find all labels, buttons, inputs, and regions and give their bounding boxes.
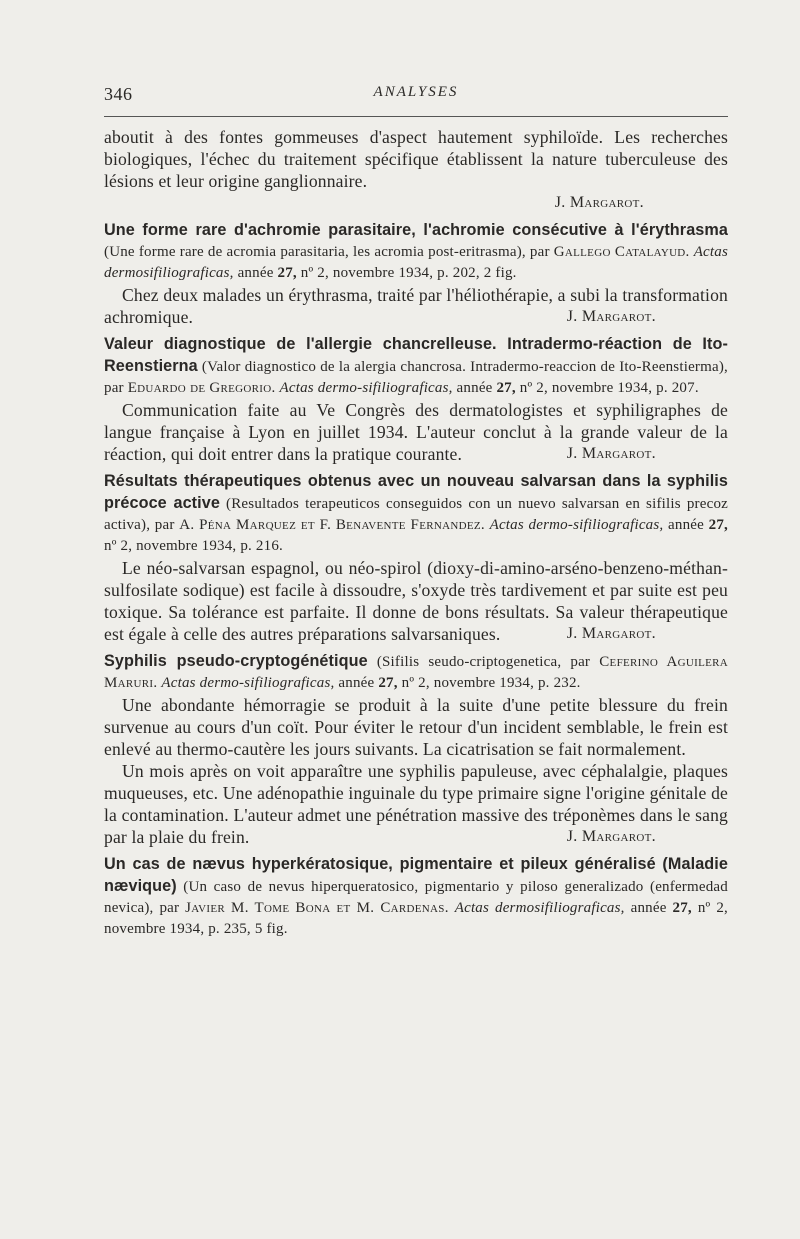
entry-authors: Eduardo de Gregorio. [127, 380, 276, 396]
entry-reference: nº 2, novembre 1934, p. 216. [104, 538, 283, 554]
entry-title: Résultats thérapeutiques obtenus avec un nouveau salvarsan dans la syphilis précoce active [104, 472, 728, 512]
entry-journal: Actas dermo-sifiliograficas, [279, 380, 453, 396]
signature-text: J. Margarot. [554, 194, 644, 211]
entry-reference: année [334, 675, 379, 691]
entry-heading [104, 220, 728, 284]
entry-paragraph [104, 694, 728, 760]
article-body [104, 126, 728, 940]
entry-reference: (Resultados terapeuticos conseguidos con un nuevo salvarsan en sifilis precoz activa), par [104, 496, 729, 533]
entry-title: Valeur diagnostique de l'allergie chancrelleuse. Intradermo-réaction de Ito-Reenstierna [104, 335, 728, 375]
entry-title: Un cas de nævus hyperkératosique, pigmentaire et pileux généralisé (Maladie nævique) [104, 855, 728, 895]
entry-journal: Actas dermosifiliograficas, [454, 900, 625, 916]
entry-reference: nº 2, novembre 1934, p. 235, 5 fig. [104, 900, 729, 937]
entry-reference: (Valor diagnostico de la alergia chancrosa. Intradermo-reaccion de Ito-Reenstierma), par [104, 359, 728, 396]
entry-reference: année [452, 380, 497, 396]
running-head: ANALYSES [373, 84, 459, 100]
paragraph-text: Une abondante hémorragie se produit à la suite d'une petite blessure du frein survenue au cours d'un coït. Pour éviter le retour d'un incident semblable, le frein est enlevé au thermo-cautère les jours suivants. La cicatrisation se fait normalement. [104, 695, 728, 759]
entry-reference: année [233, 265, 278, 281]
review-entry [104, 471, 728, 645]
entry-authors: Ceferino Aguilera Maruri. [104, 654, 728, 691]
entry-authors: A. Péna Marquez et F. Benavente Fernandez. [179, 517, 485, 533]
entry-paragraph [104, 399, 728, 465]
entry-title: Syphilis pseudo-cryptogénétique [104, 652, 368, 670]
page-number: 346 [104, 84, 133, 104]
entry-volume: 27, [496, 380, 516, 396]
entry-heading [104, 334, 728, 399]
entry-volume: 27, [277, 265, 297, 281]
entry-reference: nº 2, novembre 1934, p. 202, 2 fig. [296, 265, 517, 281]
page-header [104, 84, 728, 108]
entry-signature: J. Margarot. [566, 625, 656, 642]
entry-volume: 27, [378, 675, 398, 691]
review-entry [104, 220, 728, 328]
intro-paragraph [104, 126, 728, 192]
review-entry [104, 651, 728, 848]
entry-signature: J. Margarot. [566, 445, 656, 462]
entry-heading [104, 471, 728, 557]
entry-reference: nº 2, novembre 1934, p. 207. [515, 380, 699, 396]
entry-heading [104, 651, 728, 694]
entry-reference: (Sifilis seudo-criptogenetica, par [367, 654, 600, 670]
entry-reference: (Une forme rare de acromia parasitaria, les acromia post-eritrasma), par [104, 244, 554, 260]
paragraph-text: Un mois après on voit apparaître une syphilis papuleuse, avec céphalalgie, plaques muqueuses, etc. Une adénopathie inguinale du type primaire signe l'origine génitale de la contamination. L'auteur admet une pénétration massive des tréponèmes dans le sang par la plaie du frein. [104, 761, 728, 847]
intro-signature [104, 192, 728, 214]
entry-reference: année [624, 900, 673, 916]
entry-reference: nº 2, novembre 1934, p. 232. [397, 675, 581, 691]
entry-reference: (Un caso de nevus hiperqueratosico, pigmentario y piloso generalizado (enfermedad nevica), par [104, 879, 728, 916]
entry-paragraph [104, 760, 728, 848]
entry-volume: 27, [672, 900, 692, 916]
entry-signature: J. Margarot. [566, 828, 656, 845]
entry-journal: Actas dermosifiliograficas, [104, 244, 729, 281]
paragraph-text: Le néo-salvarsan espagnol, ou néo-spirol (dioxy-di-amino-arséno-benzeno-méthan-sulfosilate sodique) est facile à dissoudre, s'oxyde très tardivement et par suite est peu toxique. Sa tolérance est parfaite. Il donne de bons résultats. Sa valeur thérapeutique est égale à celle des autres préparations salvarsaniques. [104, 558, 728, 644]
header-rule [104, 116, 728, 117]
review-entry [104, 334, 728, 465]
entry-paragraph [104, 557, 728, 645]
entry-journal: Actas dermo-sifiliograficas, [161, 675, 335, 691]
entry-title: Une forme rare d'achromie parasitaire, l'achromie consécutive à l'érythrasma [104, 221, 728, 239]
paragraph-text: Communication faite au Ve Congrès des dermatologistes et syphiligraphes de langue française à Lyon en juillet 1934. L'auteur conclut à la grande valeur de la réaction, qui doit entrer dans la pratique courante. [104, 400, 728, 464]
entry-heading [104, 854, 728, 940]
review-entry [104, 854, 728, 940]
entry-signature: J. Margarot. [566, 308, 656, 325]
entry-authors: Gallego Catalayud. [553, 244, 690, 260]
entry-reference: année [663, 517, 709, 533]
paragraph-text: Chez deux malades un érythrasma, traité par l'héliothérapie, a subi la transformation achromique. [104, 285, 728, 327]
entry-journal: Actas dermo-sifiliograficas, [489, 517, 664, 533]
intro-text: aboutit à des fontes gommeuses d'aspect hautement syphiloïde. Les recherches biologiques, l'échec du traitement spécifique établissent la nature tuberculeuse des lésions et leur origine ganglionnaire. [104, 127, 728, 191]
entry-paragraph [104, 284, 728, 328]
entry-authors: Javier M. Tome Bona et M. Cardenas. [185, 900, 449, 916]
entry-volume: 27, [708, 517, 729, 533]
